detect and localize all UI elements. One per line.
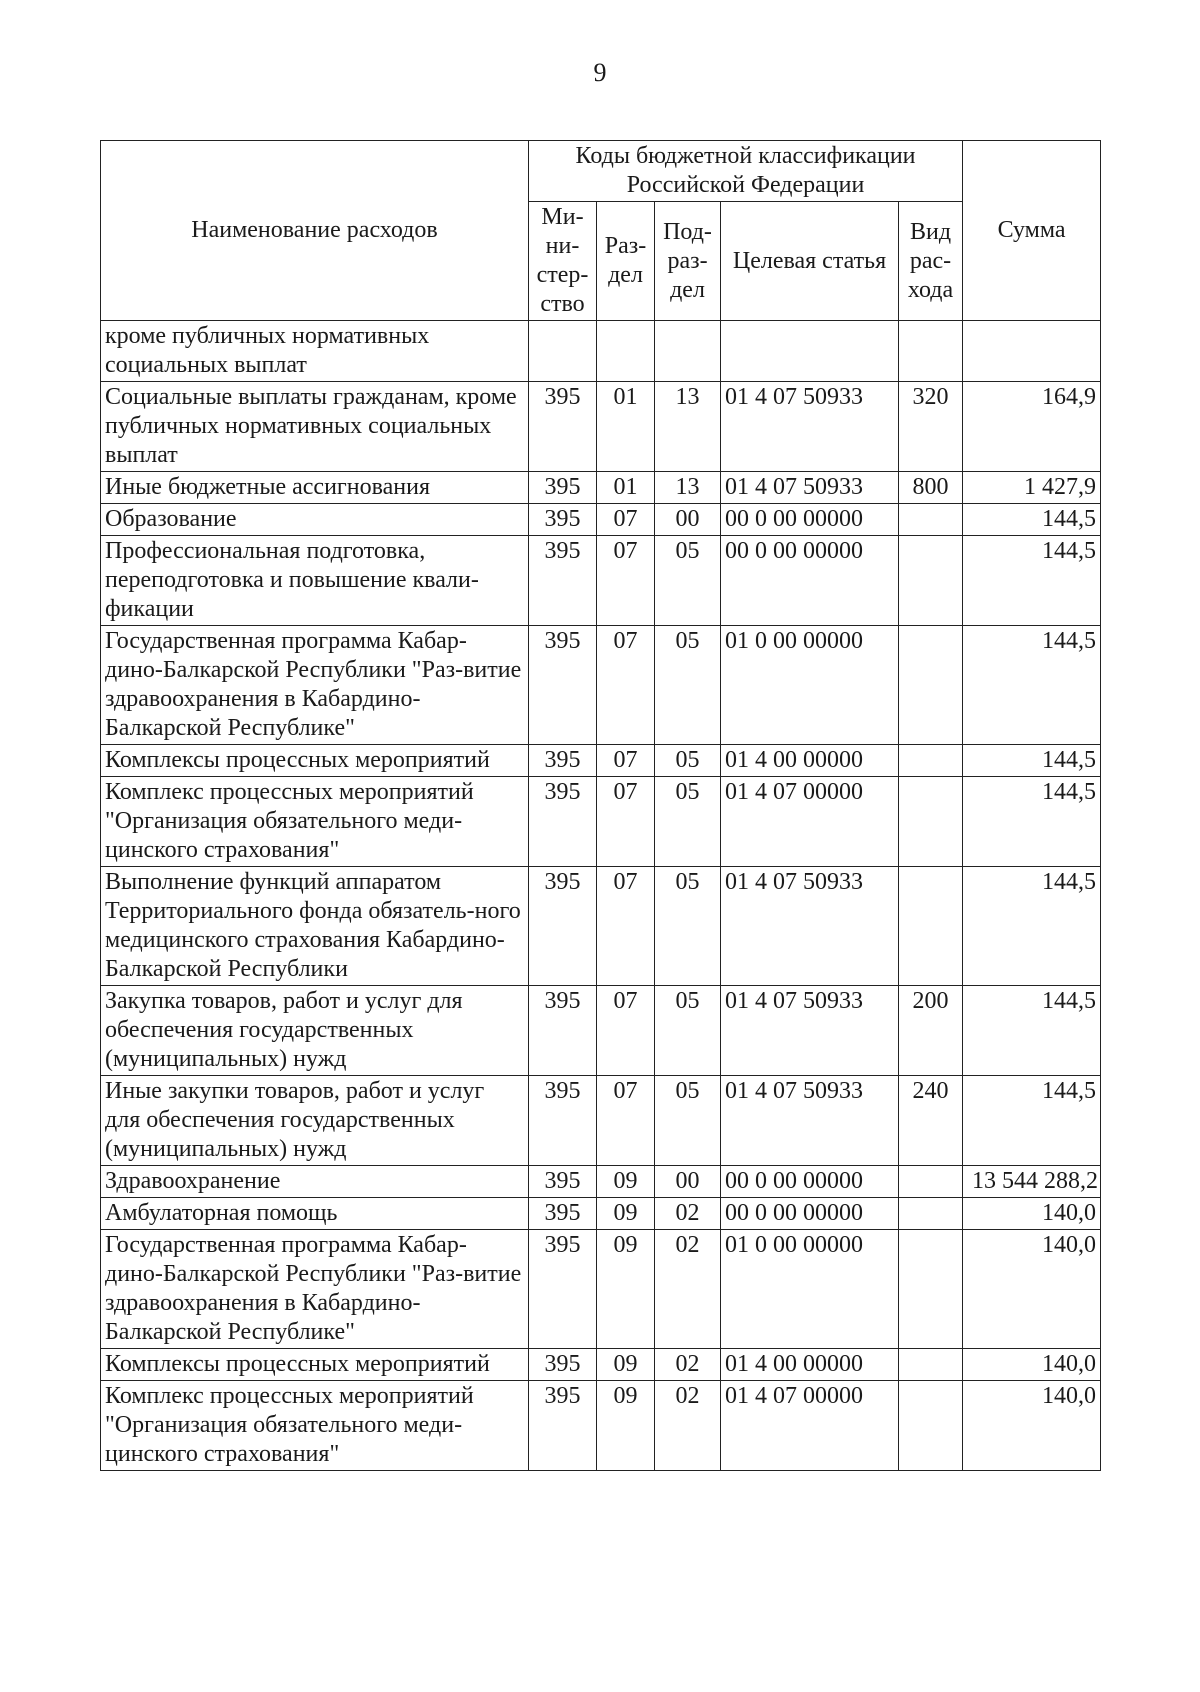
row-name: Государственная программа Кабар-дино-Балкарской Республики "Раз-витие здравоохранения в Кабардино-Балкарской Республике" [101,626,529,745]
row-section [597,321,655,382]
row-sum: 13 544 288,2 [963,1166,1101,1198]
table-body [101,321,1101,1471]
table-row [101,472,1101,504]
row-section: 09 [597,1166,655,1198]
row-target: 00 0 00 00000 [721,504,899,536]
row-sum: 1 427,9 [963,472,1101,504]
row-ministry: 395 [529,382,597,472]
row-expense-type: 320 [899,382,963,472]
row-target: 00 0 00 00000 [721,1198,899,1230]
row-subsection: 05 [655,745,721,777]
table-row [101,1166,1101,1198]
row-ministry: 395 [529,1198,597,1230]
row-ministry: 395 [529,472,597,504]
row-section: 07 [597,504,655,536]
row-subsection: 02 [655,1230,721,1349]
row-section: 07 [597,536,655,626]
row-section: 09 [597,1230,655,1349]
header-expense-type: Вид рас-хода [899,202,963,321]
row-sum: 144,5 [963,745,1101,777]
header-name: Наименование расходов [101,141,529,321]
table-row [101,1381,1101,1471]
row-section: 07 [597,777,655,867]
row-expense-type [899,1230,963,1349]
row-expense-type: 800 [899,472,963,504]
row-subsection: 05 [655,867,721,986]
row-expense-type [899,1381,963,1471]
table-row [101,504,1101,536]
row-ministry: 395 [529,626,597,745]
row-section: 01 [597,472,655,504]
row-ministry: 395 [529,504,597,536]
row-ministry: 395 [529,1166,597,1198]
row-expense-type [899,536,963,626]
row-section: 07 [597,986,655,1076]
row-target: 01 0 00 00000 [721,1230,899,1349]
row-expense-type [899,1349,963,1381]
row-target: 01 0 00 00000 [721,626,899,745]
row-section: 09 [597,1349,655,1381]
row-sum: 140,0 [963,1349,1101,1381]
row-expense-type [899,1166,963,1198]
table-row [101,1076,1101,1166]
row-name: Иные бюджетные ассигнования [101,472,529,504]
row-ministry: 395 [529,1076,597,1166]
row-section: 09 [597,1381,655,1471]
table-row [101,321,1101,382]
header-sum: Сумма [963,141,1101,321]
table-row [101,986,1101,1076]
row-target: 01 4 00 00000 [721,1349,899,1381]
row-sum: 144,5 [963,626,1101,745]
row-expense-type: 200 [899,986,963,1076]
row-name: Комплекс процессных мероприятий "Организация обязательного меди-цинского страхования" [101,1381,529,1471]
row-sum: 144,5 [963,1076,1101,1166]
row-expense-type [899,867,963,986]
row-sum: 140,0 [963,1381,1101,1471]
table-row [101,626,1101,745]
row-ministry: 395 [529,745,597,777]
row-section: 01 [597,382,655,472]
row-section: 07 [597,1076,655,1166]
row-target: 01 4 07 50933 [721,472,899,504]
row-expense-type [899,1198,963,1230]
row-expense-type [899,504,963,536]
row-name: Комплексы процессных мероприятий [101,745,529,777]
row-name: Государственная программа Кабар-дино-Балкарской Республики "Раз-витие здравоохранения в Кабардино-Балкарской Республике" [101,1230,529,1349]
table-row [101,382,1101,472]
row-target: 01 4 00 00000 [721,745,899,777]
row-target: 01 4 07 50933 [721,867,899,986]
row-sum: 144,5 [963,867,1101,986]
row-target [721,321,899,382]
row-section: 07 [597,626,655,745]
row-target: 01 4 07 00000 [721,1381,899,1471]
header-kbk-group: Коды бюджетной классификации Российской Федерации [529,141,963,202]
row-expense-type [899,777,963,867]
row-subsection [655,321,721,382]
row-subsection: 05 [655,626,721,745]
page-number: 9 [593,58,607,87]
row-name: Профессиональная подготовка, переподготовка и повышение квали-фикации [101,536,529,626]
row-sum: 140,0 [963,1230,1101,1349]
row-expense-type [899,321,963,382]
row-target: 00 0 00 00000 [721,536,899,626]
row-sum: 144,5 [963,504,1101,536]
header-target: Целевая статья [721,202,899,321]
row-subsection: 00 [655,504,721,536]
row-subsection: 02 [655,1198,721,1230]
row-sum [963,321,1101,382]
header-ministry: Ми-ни-стер-ство [529,202,597,321]
row-subsection: 00 [655,1166,721,1198]
header-section: Раз-дел [597,202,655,321]
row-name: Выполнение функций аппаратом Территориального фонда обязатель-ного медицинского страхования Кабардино-Балкарской Республики [101,867,529,986]
row-target: 01 4 07 50933 [721,382,899,472]
row-name: Закупка товаров, работ и услуг для обеспечения государственных (муниципальных) нужд [101,986,529,1076]
row-name: Иные закупки товаров, работ и услуг для обеспечения государственных (муниципальных) нужд [101,1076,529,1166]
row-sum: 144,5 [963,536,1101,626]
row-ministry: 395 [529,1349,597,1381]
row-name: Здравоохранение [101,1166,529,1198]
row-subsection: 05 [655,1076,721,1166]
row-subsection: 05 [655,536,721,626]
row-section: 07 [597,867,655,986]
row-expense-type [899,626,963,745]
row-sum: 164,9 [963,382,1101,472]
table-row [101,867,1101,986]
table-row [101,777,1101,867]
table-row [101,536,1101,626]
row-section: 07 [597,745,655,777]
row-name: Комплекс процессных мероприятий "Организация обязательного меди-цинского страхования" [101,777,529,867]
row-target: 01 4 07 00000 [721,777,899,867]
row-subsection: 02 [655,1349,721,1381]
budget-table [100,140,1101,1471]
row-expense-type [899,745,963,777]
table-header [101,141,1101,321]
row-ministry [529,321,597,382]
row-subsection: 13 [655,382,721,472]
row-name: Амбулаторная помощь [101,1198,529,1230]
row-sum: 140,0 [963,1198,1101,1230]
row-expense-type: 240 [899,1076,963,1166]
row-ministry: 395 [529,777,597,867]
row-target: 01 4 07 50933 [721,1076,899,1166]
table-row [101,1230,1101,1349]
row-sum: 144,5 [963,777,1101,867]
row-name: кроме публичных нормативных социальных выплат [101,321,529,382]
row-target: 00 0 00 00000 [721,1166,899,1198]
row-name: Комплексы процессных мероприятий [101,1349,529,1381]
row-subsection: 05 [655,986,721,1076]
row-ministry: 395 [529,867,597,986]
table-row [101,1198,1101,1230]
row-ministry: 395 [529,1381,597,1471]
row-name: Образование [101,504,529,536]
row-ministry: 395 [529,536,597,626]
table-row [101,1349,1101,1381]
row-ministry: 395 [529,986,597,1076]
row-subsection: 13 [655,472,721,504]
row-ministry: 395 [529,1230,597,1349]
row-subsection: 05 [655,777,721,867]
row-target: 01 4 07 50933 [721,986,899,1076]
row-section: 09 [597,1198,655,1230]
row-sum: 144,5 [963,986,1101,1076]
row-name: Социальные выплаты гражданам, кроме публичных нормативных социальных выплат [101,382,529,472]
table-row [101,745,1101,777]
header-subsection: Под-раз-дел [655,202,721,321]
row-subsection: 02 [655,1381,721,1471]
